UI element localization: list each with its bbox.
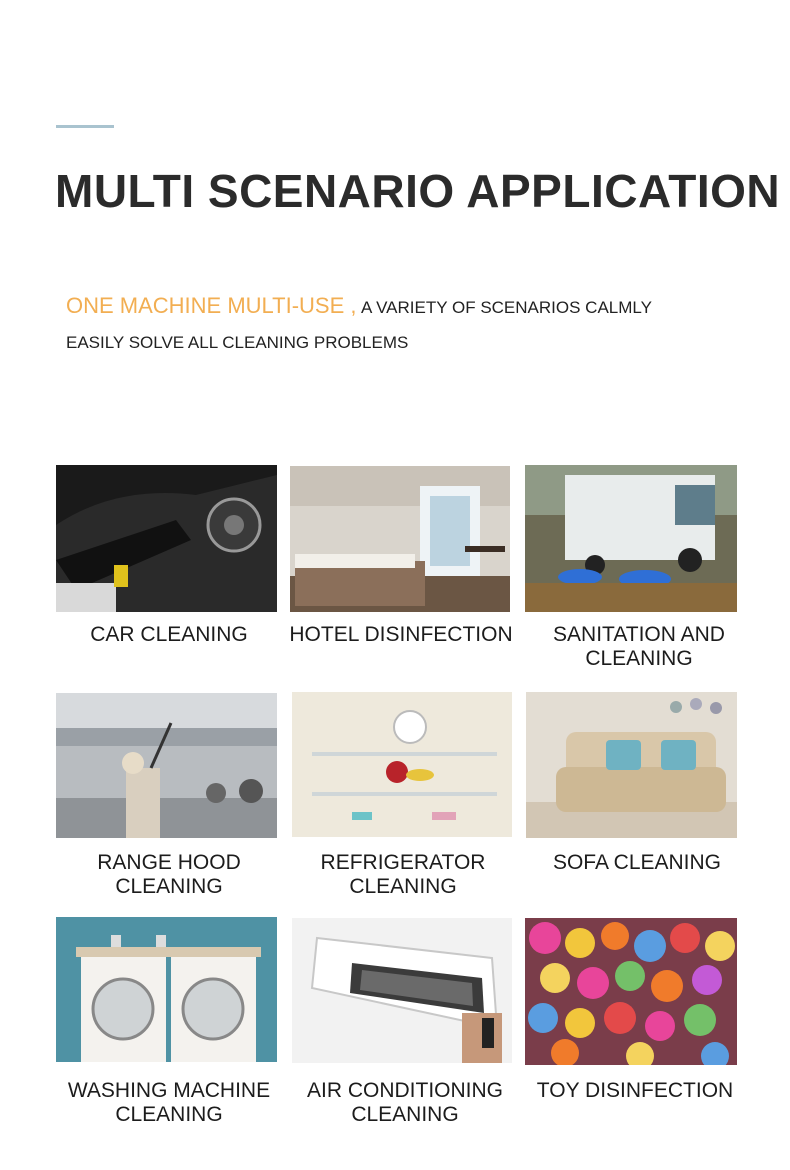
subtitle-line-2: EASILY SOLVE ALL CLEANING PROBLEMS	[66, 333, 409, 352]
sanitation-photo	[525, 465, 737, 612]
caption-sofa: SOFA CLEANING	[552, 851, 722, 874]
caption-hotel-disinfection: HOTEL DISINFECTION	[289, 623, 513, 646]
caption-range-hood: RANGE HOOD CLEANING	[97, 851, 241, 898]
subtitle-rest: A VARIETY OF SCENARIOS CALMLY	[360, 298, 652, 317]
refrigerator-photo	[292, 692, 512, 837]
subtitle-line-1	[66, 293, 652, 319]
air-conditioning-photo	[292, 918, 512, 1063]
caption-sanitation: SANITATION AND CLEANING	[553, 623, 725, 670]
accent-line	[56, 125, 114, 128]
caption-air-conditioning: AIR CONDITIONING CLEANING	[306, 1079, 503, 1126]
page-title: MULTI SCENARIO APPLICATION	[55, 165, 781, 217]
caption-car-cleaning: CAR CLEANING	[90, 623, 248, 646]
car-cleaning-photo	[56, 465, 277, 612]
caption-toy-disinfection: TOY DISINFECTION	[536, 1079, 734, 1102]
hotel-disinfection-photo	[290, 466, 510, 612]
caption-washing-machine: WASHING MACHINE CLEANING	[67, 1079, 271, 1126]
range-hood-photo	[56, 693, 277, 838]
caption-refrigerator: REFRIGERATOR CLEANING	[320, 851, 486, 898]
subtitle-highlight: ONE MACHINE MULTI-USE ,	[66, 293, 357, 318]
sofa-photo	[526, 692, 737, 838]
washing-machine-photo	[56, 917, 277, 1062]
toy-disinfection-photo	[525, 918, 737, 1065]
